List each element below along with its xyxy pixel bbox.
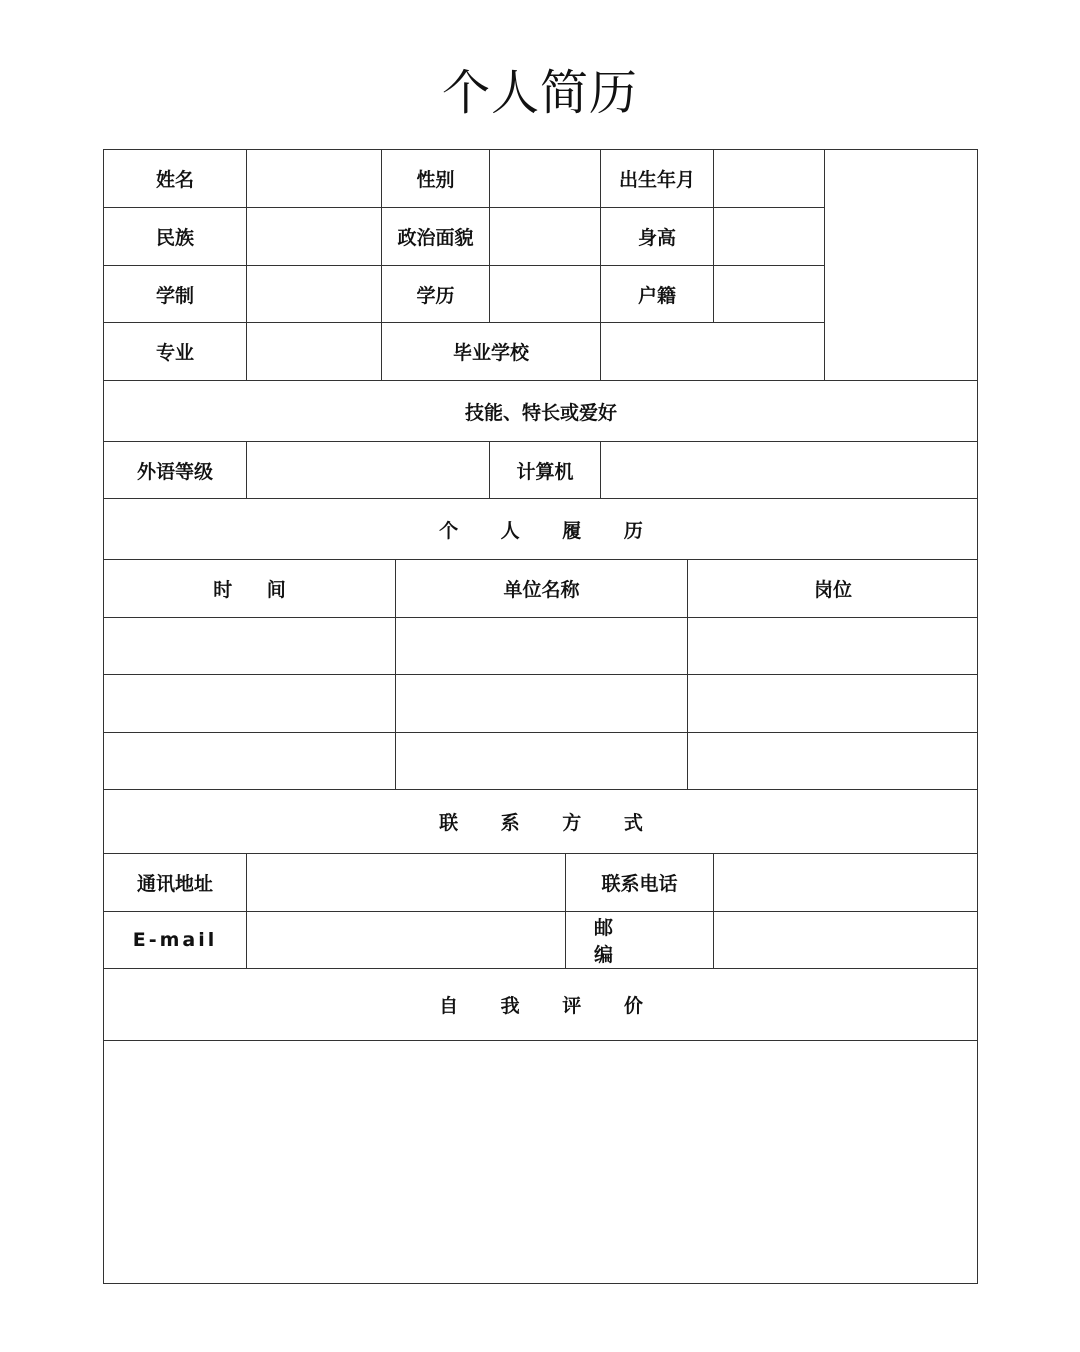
label-school: 毕业学校	[381, 322, 600, 380]
history-post-2[interactable]	[687, 674, 978, 732]
history-post-1[interactable]	[687, 617, 978, 674]
col-time	[103, 559, 395, 617]
political-field[interactable]	[489, 207, 600, 265]
evaluation-header: 自 我 评 价	[103, 968, 978, 1040]
evaluation-field[interactable]	[103, 1040, 978, 1284]
label-height: 身高	[600, 207, 713, 265]
history-unit-1[interactable]	[395, 617, 687, 674]
label-email: E-mail	[103, 911, 246, 968]
computer-field[interactable]	[600, 441, 978, 498]
ethnicity-field[interactable]	[246, 207, 381, 265]
label-schooling: 学制	[103, 265, 246, 322]
history-time-3[interactable]	[103, 732, 395, 789]
label-major: 专业	[103, 322, 246, 380]
history-time-2[interactable]	[103, 674, 395, 732]
photo-area[interactable]	[824, 149, 978, 380]
label-gender: 性别	[381, 149, 489, 207]
label-address: 通讯地址	[103, 853, 246, 911]
name-field[interactable]	[246, 149, 381, 207]
page-title: 个人简历	[441, 65, 638, 121]
resume-table	[103, 149, 978, 1284]
col-time-label: 时 间	[213, 579, 300, 601]
language-field[interactable]	[246, 441, 489, 498]
birth-field[interactable]	[713, 149, 824, 207]
label-political: 政治面貌	[381, 207, 489, 265]
history-time-1[interactable]	[103, 617, 395, 674]
postcode-field[interactable]	[713, 911, 978, 968]
phone-field[interactable]	[713, 853, 978, 911]
label-birth: 出生年月	[600, 149, 713, 207]
gender-field[interactable]	[489, 149, 600, 207]
education-field[interactable]	[489, 265, 600, 322]
email-field[interactable]	[246, 911, 565, 968]
label-education: 学历	[381, 265, 489, 322]
label-name: 姓名	[103, 149, 246, 207]
history-post-3[interactable]	[687, 732, 978, 789]
label-postcode	[565, 911, 713, 968]
history-header: 个 人 履 历	[103, 498, 978, 559]
label-language: 外语等级	[103, 441, 246, 498]
schooling-field[interactable]	[246, 265, 381, 322]
label-household: 户籍	[600, 265, 713, 322]
school-field[interactable]	[600, 322, 824, 380]
household-field[interactable]	[713, 265, 824, 322]
label-phone: 联系电话	[565, 853, 713, 911]
col-post: 岗位	[687, 559, 978, 617]
col-unit: 单位名称	[395, 559, 687, 617]
history-unit-2[interactable]	[395, 674, 687, 732]
address-field[interactable]	[246, 853, 565, 911]
skills-header: 技能、特长或爱好	[103, 380, 978, 441]
contact-header: 联 系 方 式	[103, 789, 978, 853]
history-unit-3[interactable]	[395, 732, 687, 789]
label-computer: 计算机	[489, 441, 600, 498]
label-ethnicity: 民族	[103, 207, 246, 265]
postcode-label: 邮 编	[594, 917, 642, 966]
major-field[interactable]	[246, 322, 381, 380]
height-field[interactable]	[713, 207, 824, 265]
